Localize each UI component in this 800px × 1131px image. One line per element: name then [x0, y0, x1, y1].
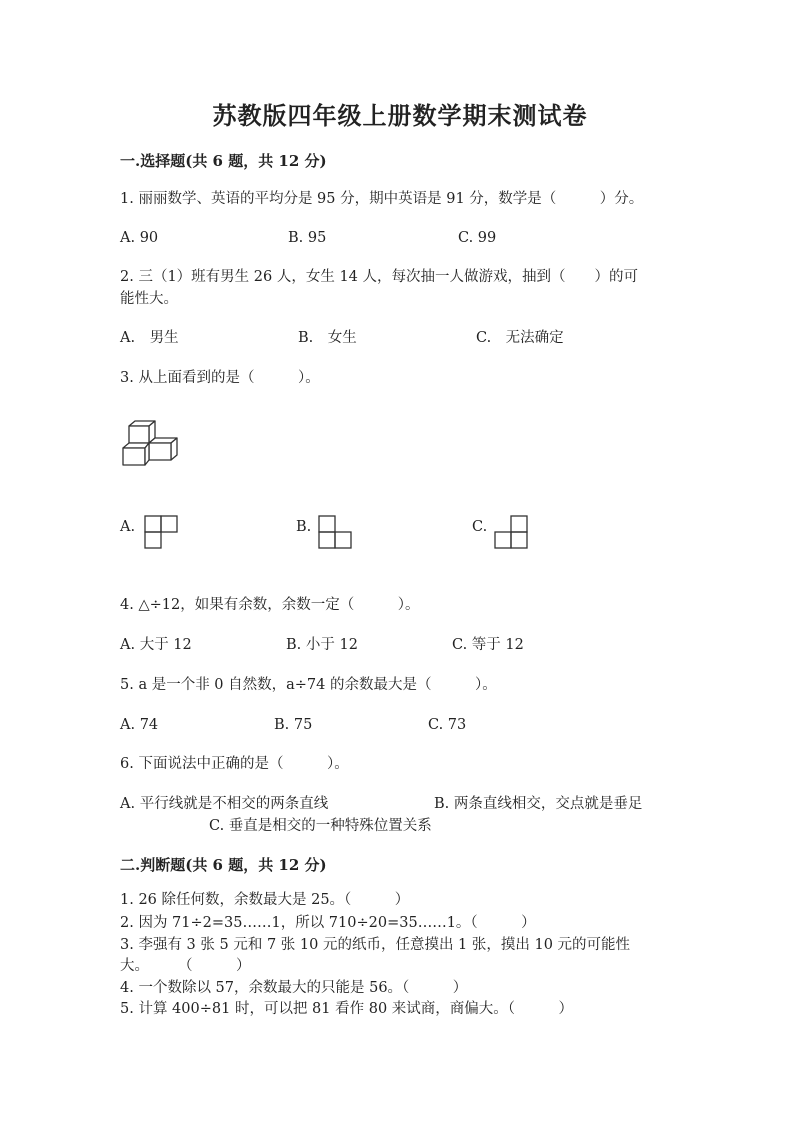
q5-option-a: A. 74	[120, 717, 159, 733]
judgment-item-4: 4. 一个数除以 57，余数最大的只能是 56。（ ）	[120, 980, 468, 996]
q1-option-c: C. 99	[458, 230, 497, 246]
q5-option-b: B. 75	[274, 717, 313, 733]
q3-option-b-figure	[317, 514, 353, 550]
judgment-item-2: 2. 因为 71÷2=35……1，所以 710÷20=35……1。（ ）	[120, 915, 536, 931]
q4-option-b: B. 小于 12	[286, 637, 358, 653]
cube-stack-figure	[120, 418, 182, 468]
judgment-item-3-line-2: 大。 （ ）	[120, 958, 251, 974]
q3-option-a-figure	[143, 514, 179, 550]
q3-option-a: A.	[120, 519, 136, 535]
q1-option-a: A. 90	[120, 230, 159, 246]
q6-option-b: B. 两条直线相交，交点就是垂足	[434, 796, 643, 812]
q6-option-a: A. 平行线就是不相交的两条直线	[120, 796, 329, 812]
question-6: 6. 下面说法中正确的是（ ）。	[120, 756, 349, 772]
section-choice-heading: 一.选择题(共 6 题，共 12 分)	[120, 152, 327, 170]
judgment-item-1: 1. 26 除任何数，余数最大是 25。（ ）	[120, 892, 410, 908]
q3-option-c-figure	[493, 514, 529, 550]
q2-option-a: A. 男生	[120, 330, 179, 346]
page-title: 苏教版四年级上册数学期末测试卷	[212, 101, 588, 130]
q1-option-b: B. 95	[288, 230, 327, 246]
question-5: 5. a 是一个非 0 自然数，a÷74 的余数最大是（ ）。	[120, 677, 497, 693]
q6-option-c: C. 垂直是相交的一种特殊位置关系	[209, 818, 432, 834]
q2-option-b: B. 女生	[298, 330, 357, 346]
q2-option-c: C. 无法确定	[476, 330, 564, 346]
judgment-item-5: 5. 计算 400÷81 时，可以把 81 看作 80 来试商，商偏大。（ ）	[120, 1001, 574, 1017]
q4-option-c: C. 等于 12	[452, 637, 524, 653]
question-1: 1. 丽丽数学、英语的平均分是 95 分，期中英语是 91 分，数学是（ ）分。	[120, 191, 644, 207]
section-judgment-heading: 二.判断题(共 6 题，共 12 分)	[120, 856, 327, 874]
question-4: 4. △÷12，如果有余数，余数一定（ ）。	[120, 597, 420, 613]
question-3: 3. 从上面看到的是（ ）。	[120, 370, 320, 386]
q3-option-c: C.	[472, 519, 488, 535]
q4-option-a: A. 大于 12	[120, 637, 192, 653]
judgment-item-3-line-1: 3. 李强有 3 张 5 元和 7 张 10 元的纸币，任意摸出 1 张，摸出 10 元的可能性	[120, 937, 631, 953]
q3-option-b: B.	[296, 519, 312, 535]
question-2-line-2: 能性大。	[120, 291, 178, 307]
question-2-line-1: 2. 三（1）班有男生 26 人，女生 14 人，每次抽一人做游戏，抽到（ ）的可	[120, 269, 639, 285]
q5-option-c: C. 73	[428, 717, 467, 733]
